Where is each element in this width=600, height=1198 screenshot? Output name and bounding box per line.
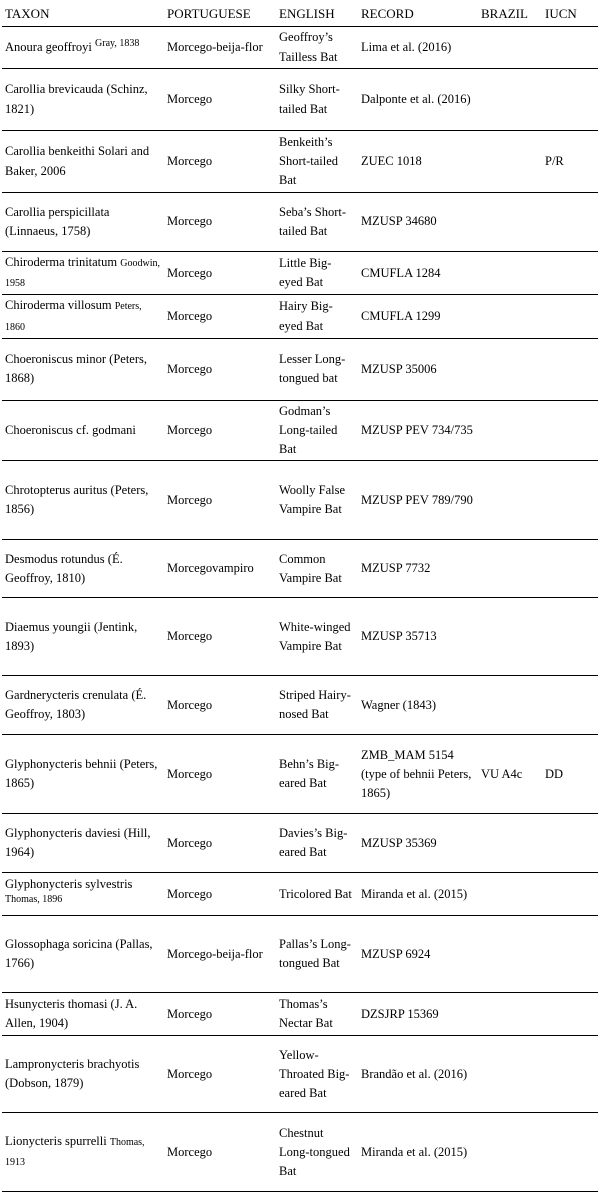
cell-portuguese: Morcego	[164, 193, 276, 252]
taxon-name: Hsunycteris thomasi	[5, 997, 108, 1012]
taxon-author: (É. Geoffroy, 1810)	[5, 551, 123, 585]
table-row	[2, 814, 598, 873]
cell-record: MZUSP 35369	[358, 814, 478, 873]
table-row	[2, 69, 598, 131]
cell-brazil	[478, 598, 542, 676]
cell-iucn	[542, 27, 598, 69]
table-row	[2, 461, 598, 540]
taxon-author: (Jentink, 1893)	[5, 619, 138, 653]
table-row	[2, 295, 598, 338]
table-row	[2, 873, 598, 916]
cell-record: MZUSP 6924	[358, 916, 478, 993]
cell-iucn	[542, 993, 598, 1036]
cell-portuguese: Morcego	[164, 1113, 276, 1192]
cell-taxon	[2, 27, 164, 69]
cell-portuguese: Morcego	[164, 676, 276, 735]
cell-brazil	[478, 400, 542, 461]
table-row	[2, 598, 598, 676]
cell-taxon	[2, 916, 164, 993]
taxon-name: Desmodus rotundus	[5, 551, 105, 566]
taxon-author: (Linnaeus, 1758)	[5, 224, 91, 238]
cell-brazil	[478, 540, 542, 598]
header-taxon: TAXON	[2, 4, 164, 27]
cell-portuguese: Morcego	[164, 814, 276, 873]
taxon-name: Glyphonycteris daviesi	[5, 826, 121, 841]
taxon-author: Thomas, 1913	[5, 1137, 145, 1169]
taxon-name: Choeroniscus minor	[5, 352, 107, 367]
cell-english: Yellow-Throated Big-eared Bat	[276, 1036, 358, 1113]
taxon-name: Chiroderma trinitatum	[5, 255, 118, 269]
taxon-name: Choeroniscus cf. godmani	[5, 423, 136, 438]
species-table	[2, 4, 598, 1192]
cell-iucn	[542, 338, 598, 400]
cell-english: Woolly False Vampire Bat	[276, 461, 358, 540]
taxon-name: Glossophaga soricina	[5, 937, 113, 952]
cell-portuguese: Morcego	[164, 735, 276, 814]
cell-brazil	[478, 814, 542, 873]
table-row	[2, 1113, 598, 1192]
table-row	[2, 193, 598, 252]
cell-iucn	[542, 916, 598, 993]
header-row	[2, 4, 598, 27]
table-row	[2, 676, 598, 735]
cell-record: Brandão et al. (2016)	[358, 1036, 478, 1113]
cell-brazil: VU A4c	[478, 735, 542, 814]
cell-english: White-winged Vampire Bat	[276, 598, 358, 676]
cell-english: Pallas’s Long-tongued Bat	[276, 916, 358, 993]
table-row	[2, 131, 598, 193]
cell-english: Seba’s Short-tailed Bat	[276, 193, 358, 252]
cell-english: Godman’s Long-tailed Bat	[276, 400, 358, 461]
cell-record: CMUFLA 1299	[358, 295, 478, 338]
cell-portuguese: Morcego	[164, 131, 276, 193]
cell-record: CMUFLA 1284	[358, 252, 478, 295]
taxon-name: Chiroderma villosum	[5, 298, 112, 313]
taxon-author: Thomas, 1896	[5, 894, 63, 906]
taxon-author: (J. A. Allen, 1904)	[5, 997, 138, 1031]
taxon-name: Anoura geoffroyi	[5, 39, 92, 54]
cell-taxon	[2, 598, 164, 676]
cell-brazil	[478, 69, 542, 131]
cell-iucn	[542, 540, 598, 598]
cell-english: Striped Hairy-nosed Bat	[276, 676, 358, 735]
cell-iucn	[542, 873, 598, 916]
cell-record: MZUSP 34680	[358, 193, 478, 252]
cell-portuguese: Morcego	[164, 252, 276, 295]
cell-record: Wagner (1843)	[358, 676, 478, 735]
taxon-name: Glyphonycteris behnii	[5, 757, 117, 772]
taxon-name: Carollia benkeithi	[5, 144, 95, 159]
header-iucn: IUCN	[542, 4, 598, 27]
cell-brazil	[478, 338, 542, 400]
taxon-author: (É. Geoffroy, 1803)	[5, 688, 147, 722]
cell-iucn: DD	[542, 735, 598, 814]
cell-record: ZUEC 1018	[358, 131, 478, 193]
cell-brazil	[478, 916, 542, 993]
cell-record: DZSJRP 15369	[358, 993, 478, 1036]
cell-english: Benkeith’s Short-tailed Bat	[276, 131, 358, 193]
cell-english: Chestnut Long-tongued Bat	[276, 1113, 358, 1192]
taxon-name: Chrotopterus auritus	[5, 483, 108, 498]
table-row	[2, 400, 598, 461]
taxon-name: Carollia brevicauda	[5, 82, 104, 97]
cell-taxon	[2, 676, 164, 735]
cell-iucn	[542, 598, 598, 676]
cell-iucn	[542, 461, 598, 540]
taxon-name: Diaemus youngii	[5, 619, 91, 634]
taxon-author: (Schinz, 1821)	[5, 82, 148, 116]
taxon-author: (Peters, 1856)	[5, 483, 149, 517]
table-row	[2, 916, 598, 993]
cell-iucn	[542, 193, 598, 252]
cell-taxon	[2, 735, 164, 814]
cell-iucn	[542, 69, 598, 131]
cell-iucn: P/R	[542, 131, 598, 193]
taxon-author: (Pallas, 1766)	[5, 937, 153, 971]
cell-iucn	[542, 1113, 598, 1192]
taxon-name: Lampronycteris brachyotis	[5, 1057, 140, 1072]
cell-iucn	[542, 1036, 598, 1113]
cell-record: MZUSP 35006	[358, 338, 478, 400]
taxon-author: (Dobson, 1879)	[5, 1076, 84, 1091]
cell-brazil	[478, 993, 542, 1036]
cell-portuguese: Morcego	[164, 295, 276, 338]
cell-brazil	[478, 1036, 542, 1113]
header-portuguese: PORTUGUESE	[164, 4, 276, 27]
cell-taxon	[2, 252, 164, 295]
cell-record: MZUSP 7732	[358, 540, 478, 598]
cell-taxon	[2, 131, 164, 193]
cell-record: Miranda et al. (2015)	[358, 1113, 478, 1192]
cell-english: Tricolored Bat	[276, 873, 358, 916]
table-row	[2, 27, 598, 69]
taxon-author: Gray, 1838	[95, 37, 140, 49]
cell-record: ZMB_MAM 5154 (type of behnii Peters, 1865)	[358, 735, 478, 814]
cell-taxon	[2, 193, 164, 252]
cell-english: Hairy Big-eyed Bat	[276, 295, 358, 338]
cell-taxon	[2, 400, 164, 461]
cell-taxon	[2, 814, 164, 873]
cell-english: Lesser Long-tongued bat	[276, 338, 358, 400]
cell-record: MZUSP PEV 789/790	[358, 461, 478, 540]
cell-english: Little Big-eyed Bat	[276, 252, 358, 295]
cell-iucn	[542, 295, 598, 338]
taxon-author: (Peters, 1868)	[5, 352, 148, 386]
cell-taxon	[2, 1113, 164, 1192]
cell-brazil	[478, 295, 542, 338]
table-row	[2, 735, 598, 814]
cell-portuguese: Morcego	[164, 873, 276, 916]
table-row	[2, 338, 598, 400]
cell-record: Miranda et al. (2015)	[358, 873, 478, 916]
cell-iucn	[542, 676, 598, 735]
cell-english: Geoffroy’s Tailless Bat	[276, 27, 358, 69]
table-row	[2, 540, 598, 598]
taxon-author: Goodwin, 1958	[5, 258, 160, 290]
taxon-author: Solari and Baker, 2006	[5, 144, 150, 178]
cell-taxon	[2, 461, 164, 540]
taxon-author: (Hill, 1964)	[5, 826, 151, 860]
cell-english: Silky Short-tailed Bat	[276, 69, 358, 131]
cell-portuguese: Morcego	[164, 598, 276, 676]
cell-record: Dalponte et al. (2016)	[358, 69, 478, 131]
table-row	[2, 252, 598, 295]
taxon-author: Peters, 1860	[5, 301, 142, 333]
cell-portuguese: Morcegovampiro	[164, 540, 276, 598]
cell-english: Common Vampire Bat	[276, 540, 358, 598]
cell-portuguese: Morcego	[164, 461, 276, 540]
cell-brazil	[478, 676, 542, 735]
cell-taxon	[2, 1036, 164, 1113]
table-row	[2, 1036, 598, 1113]
cell-iucn	[542, 814, 598, 873]
table-row	[2, 993, 598, 1036]
cell-portuguese: Morcego	[164, 69, 276, 131]
cell-portuguese: Morcego	[164, 1036, 276, 1113]
cell-iucn	[542, 400, 598, 461]
cell-brazil	[478, 131, 542, 193]
header-record: RECORD	[358, 4, 478, 27]
cell-brazil	[478, 193, 542, 252]
taxon-name: Lionycteris spurrelli	[5, 1134, 107, 1149]
cell-portuguese: Morcego	[164, 338, 276, 400]
cell-taxon	[2, 338, 164, 400]
taxon-name: Carollia perspicillata	[5, 204, 110, 219]
cell-iucn	[542, 252, 598, 295]
cell-english: Thomas’s Nectar Bat	[276, 993, 358, 1036]
cell-record: Lima et al. (2016)	[358, 27, 478, 69]
taxon-name: Gardnerycteris crenulata	[5, 688, 129, 703]
taxon-name: Glyphonycteris sylvestris	[5, 877, 133, 892]
cell-brazil	[478, 252, 542, 295]
taxon-author: (Peters, 1865)	[5, 757, 158, 791]
cell-brazil	[478, 873, 542, 916]
cell-brazil	[478, 461, 542, 540]
cell-taxon	[2, 69, 164, 131]
cell-record: MZUSP 35713	[358, 598, 478, 676]
cell-portuguese: Morcego	[164, 993, 276, 1036]
cell-record: MZUSP PEV 734/735	[358, 400, 478, 461]
cell-taxon	[2, 873, 164, 916]
cell-brazil	[478, 1113, 542, 1192]
cell-english: Behn’s Big-eared Bat	[276, 735, 358, 814]
cell-portuguese: Morcego-beija-flor	[164, 916, 276, 993]
cell-taxon	[2, 540, 164, 598]
cell-brazil	[478, 27, 542, 69]
header-brazil: BRAZIL	[478, 4, 542, 27]
cell-taxon	[2, 993, 164, 1036]
cell-taxon	[2, 295, 164, 338]
header-english: ENGLISH	[276, 4, 358, 27]
cell-portuguese: Morcego-beija-flor	[164, 27, 276, 69]
cell-portuguese: Morcego	[164, 400, 276, 461]
cell-english: Davies’s Big-eared Bat	[276, 814, 358, 873]
table-body	[2, 27, 598, 1192]
